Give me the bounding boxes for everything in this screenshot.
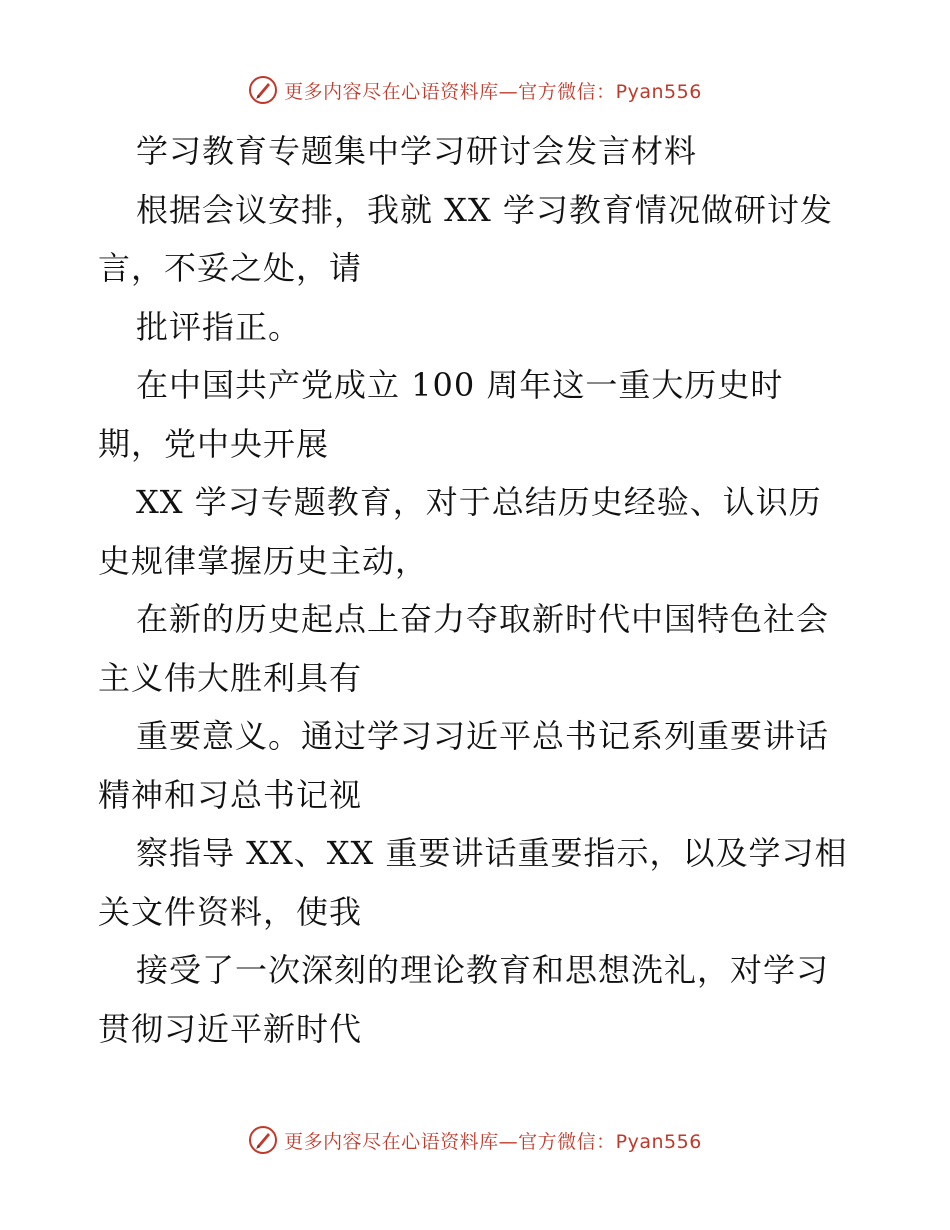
paragraph-line: 期，党中央开展 bbox=[98, 424, 330, 463]
paragraph-line: 接受了一次深刻的理论教育和思想洗礼，对学习 bbox=[136, 951, 830, 989]
paragraph-line: XX 学习专题教育，对于总结历史经验、认识历 bbox=[136, 483, 822, 521]
header-banner-text: 更多内容尽在心语资料库—官方微信：Pyan556 bbox=[284, 80, 702, 103]
paragraph-line: 史规律掌握历史主动， bbox=[98, 541, 429, 580]
paragraph-line: 关文件资料，使我 bbox=[98, 892, 363, 931]
footer-banner bbox=[0, 1120, 950, 1160]
paragraph-line: 批评指正。 bbox=[136, 307, 302, 346]
paragraph-line: 重要意义。通过学习习近平总书记系列重要讲话 bbox=[136, 717, 830, 755]
footer-banner-text: 更多内容尽在心语资料库—官方微信：Pyan556 bbox=[284, 1130, 702, 1153]
paragraph-line: 精神和习总书记视 bbox=[98, 775, 363, 814]
paragraph-line: 在中国共产党成立 100 周年这一重大历史时 bbox=[136, 366, 784, 404]
paragraph-line: 主义伟大胜利具有 bbox=[98, 658, 363, 697]
quill-pen-logo-icon bbox=[248, 75, 278, 105]
document-body bbox=[98, 122, 858, 1058]
document-title: 学习教育专题集中学习研讨会发言材料 bbox=[136, 132, 698, 170]
quill-pen-logo-icon bbox=[248, 1125, 278, 1155]
paragraph-line: 在新的历史起点上奋力夺取新时代中国特色社会 bbox=[136, 600, 830, 638]
header-banner bbox=[0, 70, 950, 110]
paragraph-line: 言，不妥之处，请 bbox=[98, 249, 363, 287]
paragraph-line: 察指导 XX、XX 重要讲话重要指示，以及学习相 bbox=[136, 834, 848, 872]
paragraph-line: 根据会议安排，我就 XX 学习教育情况做研讨发 bbox=[136, 190, 833, 229]
paragraph-line: 贯彻习近平新时代 bbox=[98, 1009, 363, 1048]
